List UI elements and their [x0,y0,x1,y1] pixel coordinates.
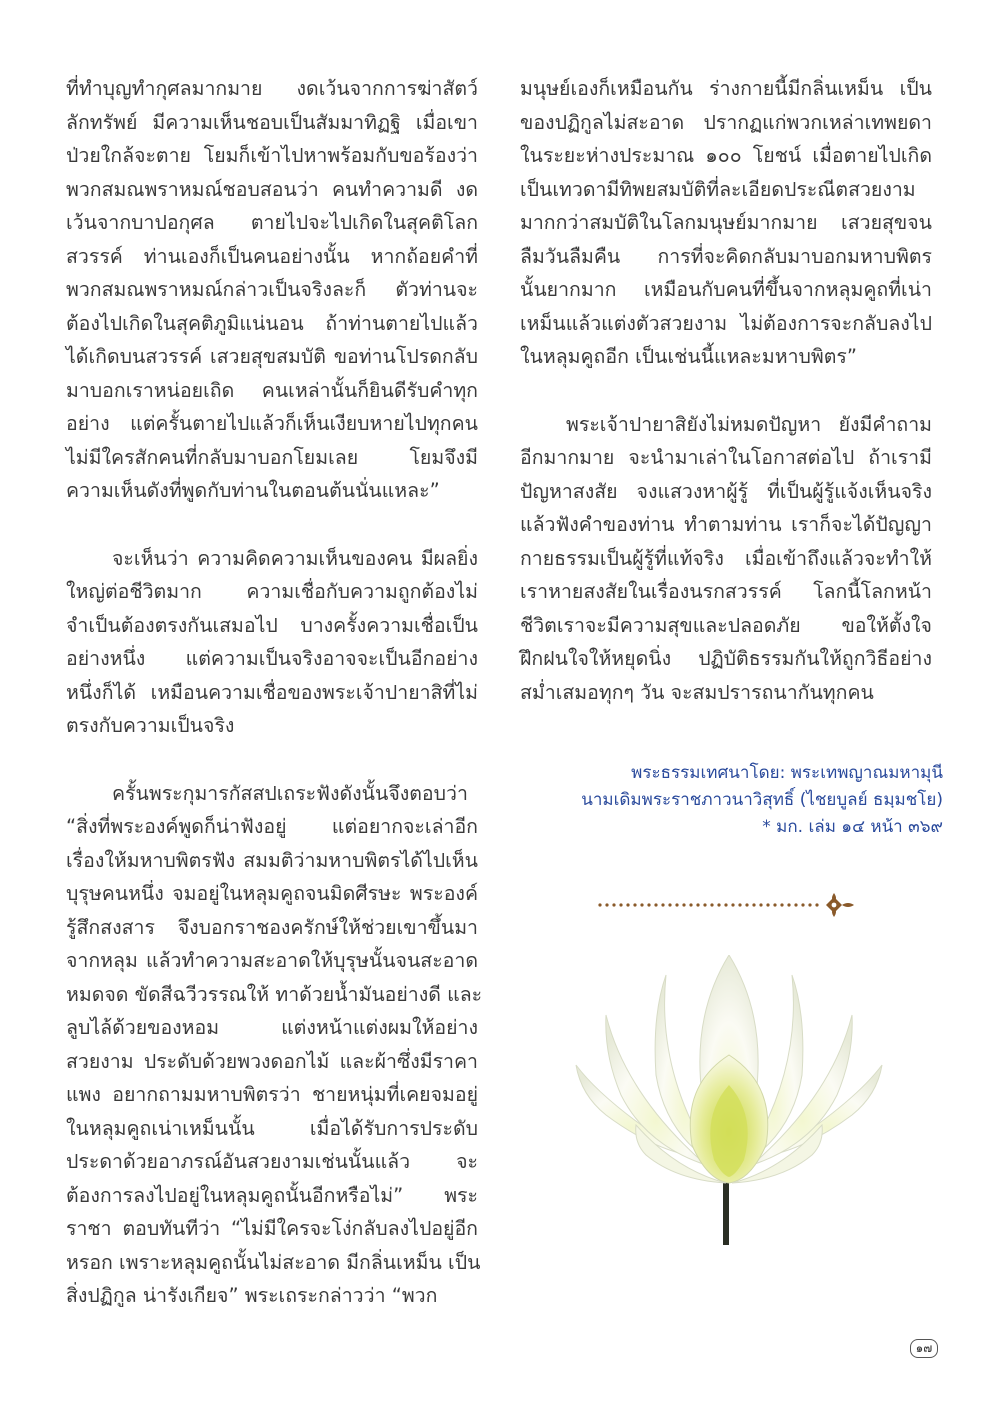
text-line: ได้เกิดบนสวรรค์ เสวยสุขสมบัติ ขอท่านโปรดกลับ [66,345,478,368]
text-line: ไม่มีใครสักคนที่กลับมาบอกโยมเลย โยมจึงมี [66,445,478,469]
text-line: ที่ทำบุญทำกุศลมากมาย งดเว้นจากการฆ่าสัตว์ [66,77,478,100]
text-line: ความเห็นดังที่พูดกับท่านในตอนต้นนั่นแหละ” [66,479,440,502]
text-line: ในหลุมคูถเน่าเหม็นนั้น เมื่อได้รับการประดับ [66,1116,478,1140]
text-line: สม่ำเสมอทุกๆ วัน จะสมปรารถนากันทุกคน [520,680,874,704]
text-line: ต้องไปเกิดในสุคติภูมิแน่นอน ถ้าท่านตายไปแล้ว [66,311,478,335]
text-line: ราชา ตอบทันทีว่า “ไม่มีใครจะโง่กลับลงไปอยู่อีก [66,1217,478,1240]
attribution-line-3: * มก. เล่ม ๑๔ หน้า ๓๖๙ [762,817,943,837]
text-line: ลูบไล้ด้วยของหอม แต่งหน้าแต่งผมให้อย่าง [66,1016,478,1039]
text-line: แพง อยากถามมหาบพิตรว่า ชายหนุ่มที่เคยจมอยู่ [66,1083,478,1106]
left-column [66,72,483,1313]
text-line: หมดจด ขัดสีฉวีวรรณให้ ทาด้วยน้ำมันอย่างดี และ [66,982,483,1006]
text-line: เรื่องให้มหาบพิตรฟัง สมมติว่ามหาบพิตรได้ไปเห็น [66,848,478,872]
left-paragraph-1 [66,72,478,508]
text-line: สิ่งปฏิกูล น่ารังเกียจ” พระเถระกล่าวว่า “พวก [66,1284,438,1307]
right-column [520,72,932,709]
page-number: ๑๗ [910,1339,938,1358]
white-lotus-image [566,955,892,1245]
text-line: “สิ่งที่พระองค์พูดก็น่าฟังอยู่ แต่อยากจะเล่าอีก [66,815,478,838]
text-line: ปัญหาสงสัย จงแสวงหาผู้รู้ ที่เป็นผู้รู้แจ้งเห็นจริง [520,479,932,503]
attribution-line-2: นามเดิมพระราชภาวนาวิสุทธิ์ (ไชยบูลย์ ธมฺมชโย) [581,790,943,810]
text-line: พระเจ้าปายาสิยังไม่หมดปัญหา ยังมีคำถาม [566,412,932,436]
text-line: แล้วฟังคำของท่าน ทำตามท่าน เราก็จะได้ปัญญา [520,513,932,536]
text-line: เราหายสงสัยในเรื่องนรกสวรรค์ โลกนี้โลกหน้า [520,580,932,603]
text-line: ประดาด้วยอาภรณ์อันสวยงามเช่นนั้นแล้ว จะ [66,1150,478,1173]
text-line: รู้สึกสงสาร จึงบอกราชองครักษ์ให้ช่วยเขาขึ้นมา [66,915,478,939]
text-line: มากกว่าสมบัติในโลกมนุษย์มากมาย เสวยสุขจน [520,211,932,234]
text-line: ใหญ่ต่อชีวิตมาก ความเชื่อกับความถูกต้องไม่ [66,580,478,603]
text-line: ในหลุมคูถอีก เป็นเช่นนี้แหละมหาบพิตร” [520,345,857,368]
text-line: ในระยะห่างประมาณ ๑๐๐ โยชน์ เมื่อตายไปเกิด [520,144,932,167]
text-line: มนุษย์เองก็เหมือนกัน ร่างกายนี้มีกลิ่นเหม็น เป็น [520,77,932,100]
text-line: ป่วยใกล้จะตาย โยมก็เข้าไปหาพร้อมกับขอร้องว่า [66,144,478,167]
text-line: จำเป็นต้องตรงกันเสมอไป บางครั้งความเชื่อเป็น [66,613,478,637]
text-line: พวกสมณพราหมณ์กล่าวเป็นจริงละก็ ตัวท่านจะ [66,278,478,301]
text-line: อีกมากมาย จะนำมาเล่าในโอกาสต่อไป ถ้าเรามี [520,446,932,469]
left-paragraph-3 [66,777,483,1313]
right-paragraph-2 [520,408,932,710]
text-line: ตรงกับความเป็นจริง [66,714,235,737]
text-line: เหม็นแล้วแต่งตัวสวยงาม ไม่ต้องการจะกลับลงไป [520,311,932,335]
text-line: อย่างหนึ่ง แต่ความเป็นจริงอาจจะเป็นอีกอย่าง [66,647,478,670]
text-line: กายธรรมเป็นผู้รู้ที่แท้จริง เมื่อเข้าถึงแล้วจะทำให้ [520,546,932,570]
text-line: หนึ่งก็ได้ เหมือนความเชื่อของพระเจ้าปายาสิที่ไม่ [66,680,478,704]
text-line: นั้นยากมาก เหมือนกับคนที่ขึ้นจากหลุมคูถที่เน่า [520,278,932,301]
text-line: มาบอกเราหน่อยเถิด คนเหล่านั้นก็ยินดีรับคำทุก [66,378,478,402]
right-paragraph-1 [520,72,932,374]
text-line: ลักทรัพย์ มีความเห็นชอบเป็นสัมมาทิฏฐิ เมื่อเขา [66,110,478,134]
text-line: จากหลุม แล้วทำความสะอาดให้บุรุษนั้นจนสะอาด [66,949,478,972]
text-line: เว้นจากบาปอกุศล ตายไปจะไปเกิดในสุคติโลก [66,211,478,234]
sermon-attribution [581,760,943,841]
ornamental-divider [598,893,858,917]
text-line: สวยงาม ประดับด้วยพวงดอกไม้ และผ้าซึ่งมีราคา [66,1049,478,1073]
text-line: เป็นเทวดามีทิพยสมบัติที่ละเอียดประณีตสวยงาม [520,177,916,201]
left-paragraph-2 [66,542,478,743]
text-line: ของปฏิกูลไม่สะอาด ปรากฏแก่พวกเหล่าเทพยดา [520,110,932,134]
text-line: ลืมวันลืมคืน การที่จะคิดกลับมาบอกมหาบพิตร [520,244,932,268]
text-line: สวรรค์ ท่านเองก็เป็นคนอย่างนั้น หากถ้อยคำที่ [66,244,478,268]
attribution-line-1: พระธรรมเทศนาโดย: พระเทพญาณมหามุนี [631,763,943,783]
text-line: ชีวิตเราจะมีความสุขและปลอดภัย ขอให้ตั้งใจ [520,613,932,637]
text-line: หรอก เพราะหลุมคูถนั้นไม่สะอาด มีกลิ่นเหม็น เป็น [66,1250,481,1274]
text-line: พวกสมณพราหมณ์ชอบสอนว่า คนทำความดี งด [66,177,478,201]
text-line: ครั้นพระกุมารกัสสปเถระฟังดังนั้นจึงตอบว่า [112,781,468,805]
text-line: ฝึกฝนใจให้หยุดนิ่ง ปฏิบัติธรรมกันให้ถูกวิธีอย่าง [520,647,932,670]
text-line: บุรุษคนหนึ่ง จมอยู่ในหลุมคูถจนมิดศีรษะ พระองค์ [66,882,478,905]
text-line: ต้องการลงไปอยู่ในหลุมคูถนั้นอีกหรือไม่” พระ [66,1183,478,1207]
text-line: อย่าง แต่ครั้นตายไปแล้วก็เห็นเงียบหายไปทุกคน [66,412,478,435]
text-line: จะเห็นว่า ความคิดความเห็นของคน มีผลยิ่ง [112,546,478,570]
